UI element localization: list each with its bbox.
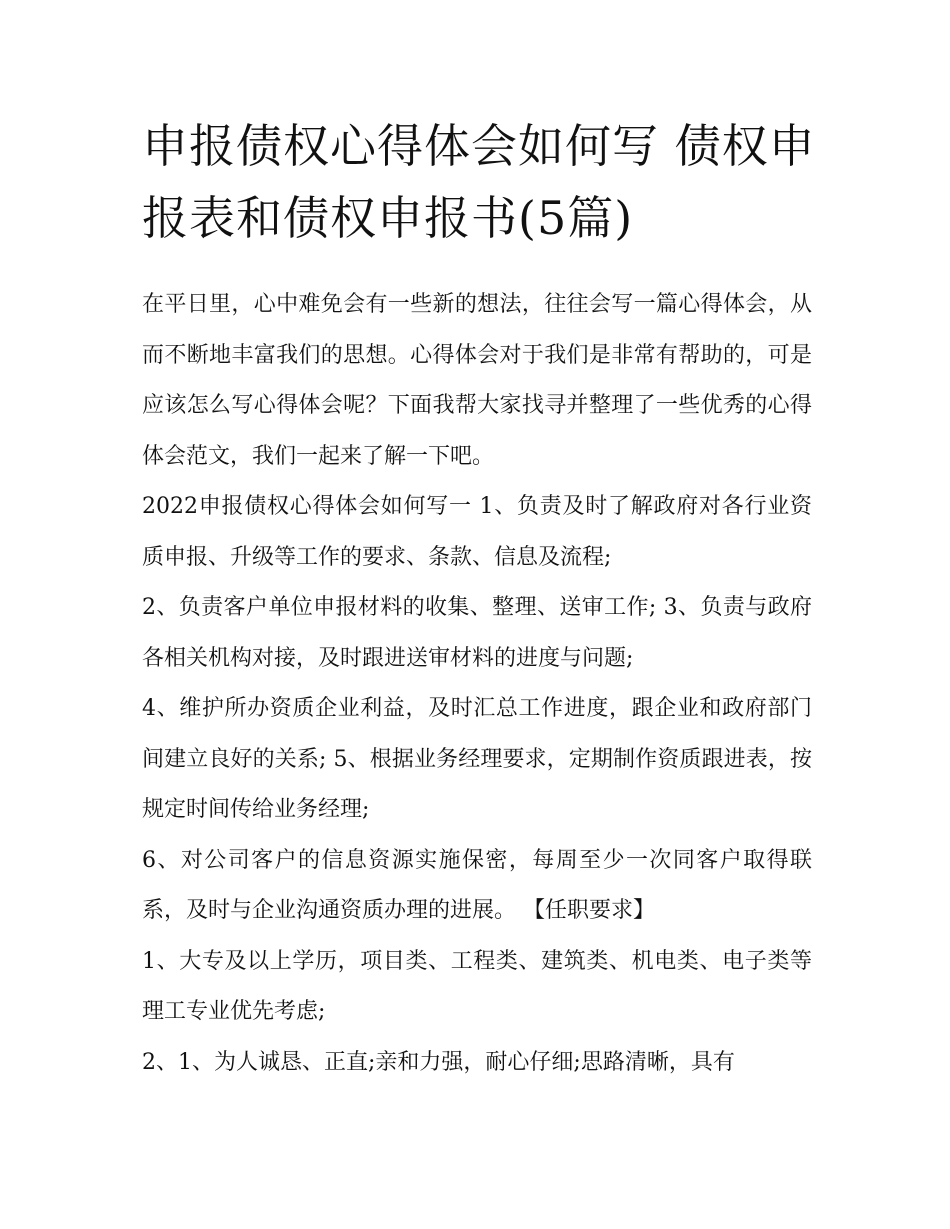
- paragraph-duty-1: 2022申报债权心得体会如何写一 1、负责及时了解政府对各行业资质申报、升级等工作的要求、条款、信息及流程;: [142, 494, 812, 570]
- paragraph-intro: 在平日里，心中难免会有一些新的想法，往往会写一篇心得体会，从而不断地丰富我们的思想。心得体会对于我们是非常有帮助的，可是应该怎么写心得体会呢？下面我帮大家找寻并整理了一些优秀的心得体会范文，我们一起来了解一下吧。: [142, 292, 812, 469]
- document-title: 申报债权心得体会如何写 债权申报表和债权申报书(5篇): [142, 119, 816, 245]
- paragraph-requirement-2: 2、1、为人诚恳、正直;亲和力强，耐心仔细;思路清晰，具有: [142, 1049, 735, 1075]
- paragraph-duty-2-3: 2、负责客户单位申报材料的收集、整理、送审工作; 3、负责与政府各相关机构对接，及时跟进送审材料的进度与问题;: [142, 595, 812, 671]
- document-body: [142, 280, 812, 1088]
- paragraph-duty-6: 6、对公司客户的信息资源实施保密，每周至少一次同客户取得联系，及时与企业沟通资质办理的进展。 【任职要求】: [142, 847, 812, 923]
- paragraph-duty-4-5: 4、维护所办资质企业利益，及时汇总工作进度，跟企业和政府部门间建立良好的关系; 5、根据业务经理要求，定期制作资质跟进表，按规定时间传给业务经理;: [142, 696, 812, 822]
- paragraph-requirement-1: 1、大专及以上学历，项目类、工程类、建筑类、机电类、电子类等理工专业优先考虑;: [142, 948, 812, 1024]
